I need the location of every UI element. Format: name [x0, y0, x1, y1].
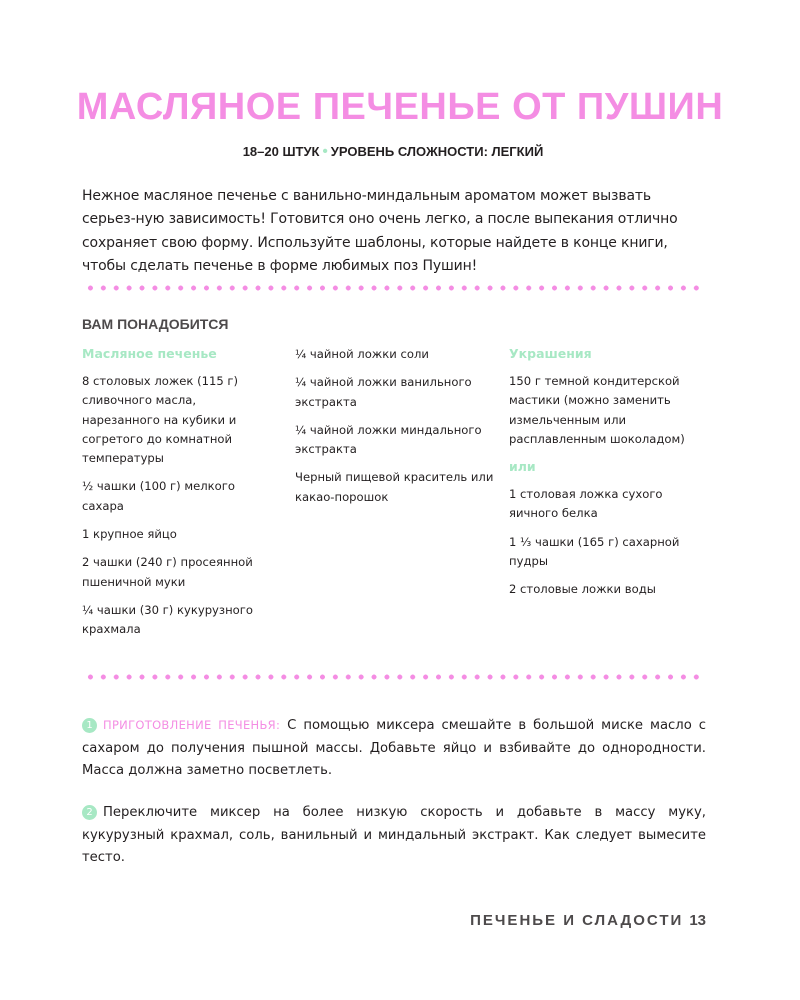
dotted-divider-top [84, 284, 704, 292]
cookie-subheading: Масляное печенье [82, 346, 217, 361]
step-text: С помощью миксера смешайте в большой миске масло с сахаром до получения пышной массы. Добавьте яйцо и взбивайте до однородности. Масса должна заметно посветлеть. [82, 718, 706, 779]
section-title: ПЕЧЕНЬЕ И СЛАДОСТИ [470, 912, 684, 929]
ingredient-item: 1 столовая ложка сухого яичного белка [509, 487, 663, 521]
ingredient-item: 2 чашки (240 г) просеянной пшеничной муки [82, 555, 253, 589]
page-footer [470, 912, 706, 929]
or-subheading: или [509, 459, 536, 475]
separator-dot: • [322, 143, 328, 160]
ingredients-heading: ВАМ ПОНАДОБИТСЯ [82, 316, 229, 332]
decoration-subheading: Украшения [509, 346, 592, 361]
step-2 [82, 802, 706, 870]
step-1 [82, 714, 706, 783]
page-number: 13 [689, 912, 706, 929]
ingredient-item: ¼ чашки (30 г) кукурузного крахмала [82, 602, 253, 637]
step-number-badge: 1 [82, 718, 97, 733]
ingredient-item: ¼ чайной ложки ванильного экстракта [295, 375, 472, 409]
ingredients-column-3 [509, 345, 709, 609]
ingredient-item: 150 г темной кондитерской мастики (можно заменить измельченным или расплавленным шоколадом) [509, 374, 685, 446]
recipe-meta [0, 143, 786, 160]
ingredient-item: ¼ чайной ложки миндального экстракта [295, 422, 482, 457]
dotted-divider-bottom [84, 673, 704, 681]
difficulty-text: УРОВЕНЬ СЛОЖНОСТИ: ЛЕГКИЙ [330, 144, 544, 159]
intro-paragraph: Нежное масляное печенье с ванильно-миндальным ароматом может вызвать серьез-ную зависимость! Готовится оно очень легко, а после выпекания отлично сохраняет свою форму. Используйте шаблоны, которые найдете в конце книги, чтобы сделать печенье в форме любимых поз Пушин! [82, 188, 678, 274]
ingredient-item: ½ чашки (100 г) мелкого сахара [82, 479, 235, 513]
yield-text: 18–20 ШТУК [242, 144, 320, 159]
ingredient-item: Черный пищевой краситель или какао-порошок [295, 470, 494, 504]
step-text: Переключите миксер на более низкую скорость и добавьте в массу муку, кукурузный крахмал, соль, ванильный и миндальный экстракт. Как следует вымесите тесто. [82, 805, 706, 866]
ingredients-column-1 [82, 345, 272, 649]
ingredient-item: 2 столовые ложки воды [509, 582, 656, 597]
ingredient-item: 1 ⅓ чашки (165 г) сахарной пудры [509, 534, 680, 569]
step-label: ПРИГОТОВЛЕНИЕ ПЕЧЕНЬЯ: [103, 718, 281, 732]
ingredient-item: ¼ чайной ложки соли [295, 347, 429, 361]
ingredients-column-2 [295, 345, 495, 516]
ingredient-item: 8 столовых ложек (115 г) сливочного масла, нарезанного на кубики и согретого до комнатной температуры [82, 374, 239, 466]
ingredient-item: 1 крупное яйцо [82, 527, 177, 542]
recipe-title: МАСЛЯНОЕ ПЕЧЕНЬЕ ОТ ПУШИН [76, 86, 724, 128]
step-number-badge: 2 [82, 805, 97, 820]
